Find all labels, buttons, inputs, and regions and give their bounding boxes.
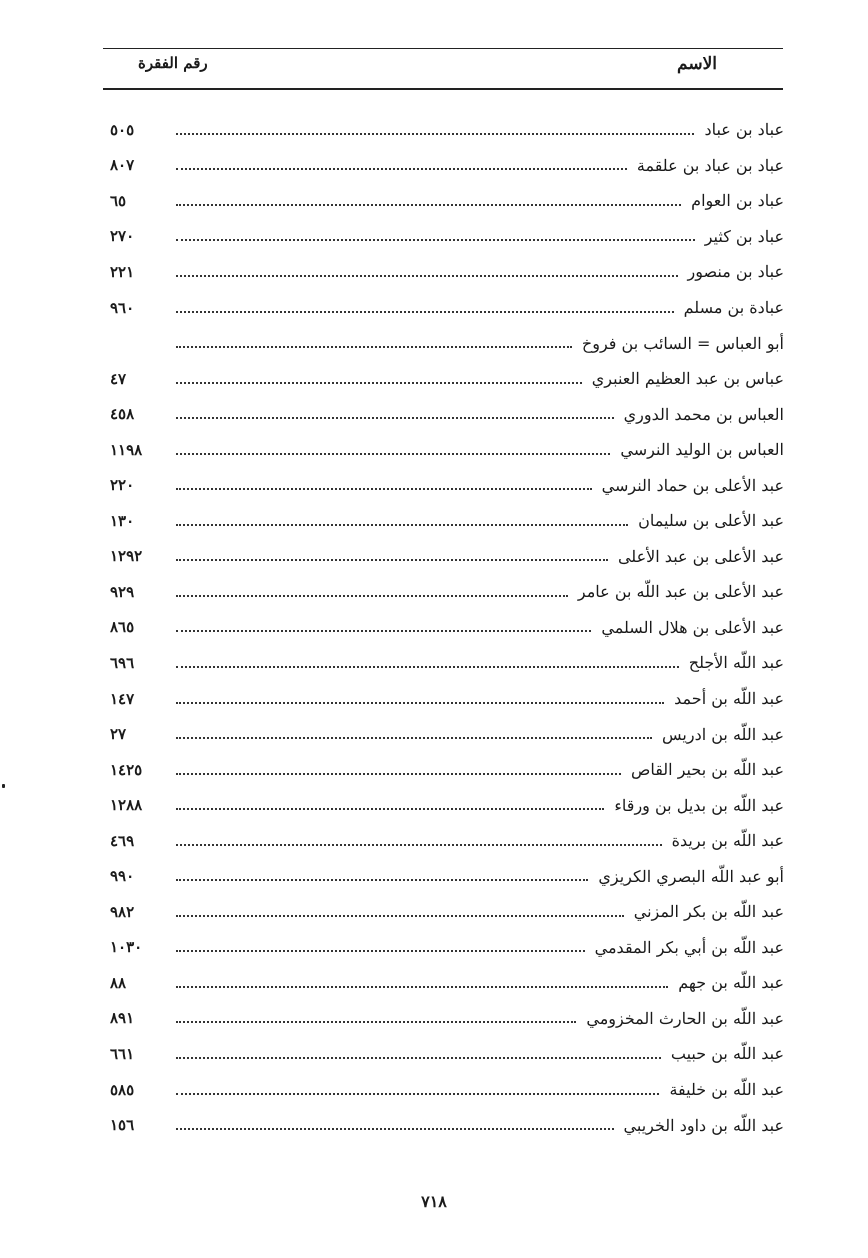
entry-paragraph-number: ١٥٦	[110, 1116, 135, 1135]
index-entry	[110, 574, 784, 610]
entry-paragraph-number: ١١٩٨	[110, 440, 143, 459]
entry-name: عبد الأعلى بن عبد الأعلى	[617, 546, 784, 566]
dot-leader	[176, 275, 678, 277]
dot-leader	[176, 1021, 576, 1023]
number-column-header: رقم الفقرة	[138, 54, 208, 72]
header-bottom-rule	[103, 88, 783, 90]
index-entry	[110, 361, 784, 397]
entry-name: عبد الأعلى بن هلال السلمي	[601, 617, 784, 637]
index-entry	[110, 645, 784, 681]
entry-paragraph-number: ٩٩٠	[110, 867, 135, 886]
entry-paragraph-number: ٨٠٧	[110, 156, 135, 175]
index-entry	[110, 681, 784, 717]
dot-leader	[176, 844, 662, 846]
entry-name: عبد اللّه بن داود الخريبي	[623, 1115, 784, 1135]
index-entry	[110, 787, 784, 823]
entry-name: عباد بن عباد	[704, 120, 784, 140]
entry-name: عباد بن عباد بن علقمة	[636, 155, 784, 175]
entry-paragraph-number: ٤٥٨	[110, 405, 135, 424]
entry-name: عبد اللّه بن بحير القاص	[630, 760, 784, 780]
entry-name: عباد بن كثير	[704, 226, 784, 246]
dot-leader	[176, 630, 591, 632]
index-entry	[110, 716, 784, 752]
dot-leader	[176, 950, 585, 952]
index-entry	[110, 432, 784, 468]
entry-name: عبد الأعلى بن عبد اللّه بن عامر	[577, 582, 784, 602]
entry-name: عبد اللّه بن أبي بكر المقدمي	[594, 937, 784, 957]
index-entry	[110, 290, 784, 326]
dot-leader	[176, 1057, 661, 1059]
entry-name: عبد اللّه بن بريدة	[671, 831, 784, 851]
index-entry	[110, 325, 784, 361]
entry-paragraph-number: ٦٦١	[110, 1044, 135, 1063]
entry-name: عبد اللّه بن بكر المزني	[633, 902, 784, 922]
index-entry	[110, 858, 784, 894]
index-entry	[110, 1001, 784, 1037]
entry-name: أبو العباس = السائب بن فروخ	[581, 333, 784, 353]
entry-paragraph-number: ٤٧	[110, 369, 127, 388]
entry-name: عباس بن عبد العظيم العنبري	[591, 369, 784, 389]
entry-paragraph-number: ٩٨٢	[110, 902, 135, 921]
index-entry	[110, 112, 784, 148]
dot-leader	[176, 346, 572, 348]
dot-leader	[176, 488, 592, 490]
index-entry	[110, 183, 784, 219]
dot-leader	[176, 808, 604, 810]
index-entry	[110, 930, 784, 966]
index-entry	[110, 396, 784, 432]
dot-leader	[176, 737, 652, 739]
entry-name: عبد اللّه بن بديل بن ورقاء	[614, 795, 784, 815]
index-entry	[110, 254, 784, 290]
entry-paragraph-number: ٩٢٩	[110, 582, 135, 601]
index-entry	[110, 823, 784, 859]
index-entry	[110, 752, 784, 788]
dot-leader	[176, 1128, 614, 1130]
dot-leader	[176, 239, 695, 241]
dot-leader	[176, 986, 668, 988]
entry-paragraph-number: ٥٠٥	[110, 120, 135, 139]
entry-name: العباس بن محمد الدوري	[623, 404, 784, 424]
entry-name: عباد بن العوام	[691, 191, 784, 211]
index-entry	[110, 965, 784, 1001]
entry-paragraph-number: ١٤٧	[110, 689, 135, 708]
entry-paragraph-number: ١٠٣٠	[110, 938, 143, 957]
entry-paragraph-number: ٦٥	[110, 191, 127, 210]
entry-name: عبد الأعلى بن سليمان	[638, 511, 784, 531]
entry-paragraph-number: ١٣٠	[110, 511, 135, 530]
entry-paragraph-number: ٨٦٥	[110, 618, 135, 637]
index-entry	[110, 148, 784, 184]
entry-paragraph-number: ٢٢٠	[110, 476, 135, 495]
entry-name: أبو عبد اللّه البصري الكريزي	[598, 866, 784, 886]
page-number: ٧١٨	[421, 1192, 447, 1211]
name-column-header: الاسم	[677, 54, 717, 74]
index-entry-list	[110, 112, 784, 1143]
entry-name: عبد اللّه بن ادريس	[661, 724, 784, 744]
entry-name: عبد اللّه بن جهم	[678, 973, 784, 993]
dot-leader	[176, 879, 588, 881]
entry-name: عبد اللّه بن حبيب	[670, 1044, 784, 1064]
entry-name: عباد بن منصور	[687, 262, 784, 282]
dot-leader	[176, 168, 627, 170]
entry-paragraph-number: ٢٧٠	[110, 227, 135, 246]
dot-leader	[176, 311, 674, 313]
index-entry	[110, 1036, 784, 1072]
entry-name: عبد اللّه بن أحمد	[674, 689, 784, 709]
entry-name: عبد الأعلى بن حماد النرسي	[601, 475, 784, 495]
index-entry	[110, 219, 784, 255]
dot-leader	[176, 915, 624, 917]
entry-paragraph-number: ١٢٩٢	[110, 547, 143, 566]
dot-leader	[176, 595, 568, 597]
index-entry	[110, 1107, 784, 1143]
dot-leader	[176, 204, 681, 206]
entry-paragraph-number: ٩٦٠	[110, 298, 135, 317]
entry-name: عبد اللّه بن خليفة	[669, 1080, 784, 1100]
entry-name: عبد اللّه الأجلح	[688, 653, 784, 673]
dot-leader	[176, 524, 628, 526]
entry-paragraph-number: ٨٨	[110, 973, 127, 992]
entry-paragraph-number: ١٢٨٨	[110, 796, 143, 815]
entry-name: عبد اللّه بن الحارث المخزومي	[586, 1008, 784, 1028]
entry-paragraph-number: ٥٨٥	[110, 1080, 135, 1099]
entry-paragraph-number: ٦٩٦	[110, 653, 135, 672]
dot-leader	[176, 773, 621, 775]
dot-leader	[176, 1093, 659, 1095]
index-entry	[110, 467, 784, 503]
dot-leader	[176, 382, 582, 384]
table-header	[103, 48, 783, 86]
index-entry	[110, 610, 784, 646]
entry-paragraph-number: ١٤٢٥	[110, 760, 143, 779]
index-entry	[110, 503, 784, 539]
dot-leader	[176, 133, 694, 135]
entry-paragraph-number: ٤٦٩	[110, 831, 135, 850]
dot-leader	[176, 417, 614, 419]
entry-name: العباس بن الوليد النرسي	[620, 440, 784, 460]
index-entry	[110, 1072, 784, 1108]
scan-speck	[2, 784, 5, 788]
dot-leader	[176, 453, 610, 455]
dot-leader	[176, 702, 664, 704]
entry-paragraph-number: ٨٩١	[110, 1009, 135, 1028]
dot-leader	[176, 559, 608, 561]
entry-name: عبادة بن مسلم	[683, 298, 784, 317]
index-entry	[110, 539, 784, 575]
entry-paragraph-number: ٢٧	[110, 725, 127, 744]
dot-leader	[176, 666, 679, 668]
index-entry	[110, 894, 784, 930]
entry-paragraph-number: ٢٢١	[110, 262, 135, 281]
